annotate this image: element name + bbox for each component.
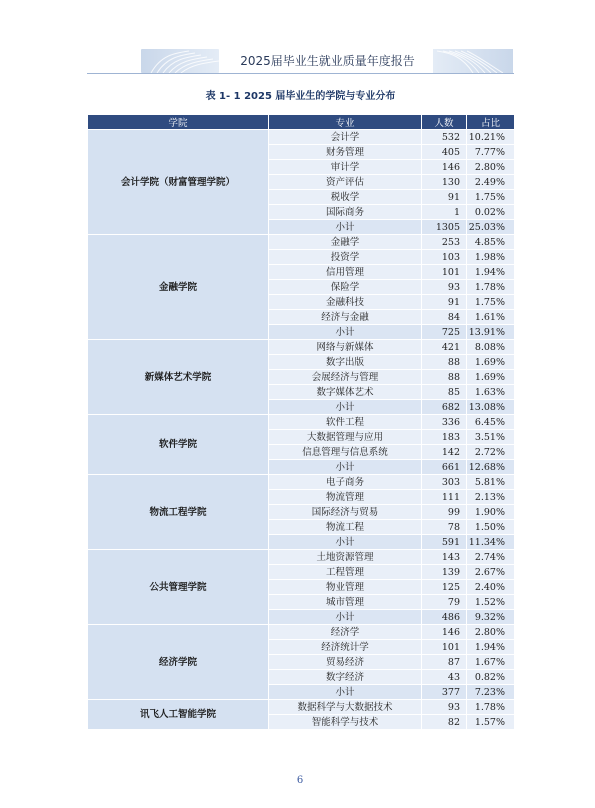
count-cell: 661 <box>422 460 467 475</box>
count-cell: 78 <box>422 520 467 535</box>
major-name-cell: 贸易经济 <box>269 655 422 670</box>
major-name-cell: 经济学 <box>269 625 422 640</box>
percentage-cell: 2.67% <box>467 565 515 580</box>
count-cell: 91 <box>422 190 467 205</box>
table-row <box>88 340 515 355</box>
percentage-cell: 7.23% <box>467 685 515 700</box>
count-cell: 99 <box>422 505 467 520</box>
percentage-cell: 1.69% <box>467 355 515 370</box>
count-cell: 303 <box>422 475 467 490</box>
percentage-cell: 1.75% <box>467 295 515 310</box>
percentage-cell: 7.77% <box>467 145 515 160</box>
major-name-cell: 智能科学与技术 <box>269 715 422 730</box>
count-cell: 111 <box>422 490 467 505</box>
college-name-cell: 讯飞人工智能学院 <box>88 700 269 730</box>
count-cell: 79 <box>422 595 467 610</box>
college-name-cell: 金融学院 <box>88 235 269 340</box>
table-row <box>88 550 515 565</box>
count-cell: 130 <box>422 175 467 190</box>
major-name-cell: 经济统计学 <box>269 640 422 655</box>
count-cell: 87 <box>422 655 467 670</box>
count-cell: 253 <box>422 235 467 250</box>
major-name-cell: 资产评估 <box>269 175 422 190</box>
college-name-cell: 新媒体艺术学院 <box>88 340 269 415</box>
college-name-cell: 软件学院 <box>88 415 269 475</box>
table-row <box>88 130 515 145</box>
major-name-cell: 金融学 <box>269 235 422 250</box>
table-row <box>88 475 515 490</box>
percentage-cell: 1.98% <box>467 250 515 265</box>
count-cell: 142 <box>422 445 467 460</box>
count-cell: 93 <box>422 280 467 295</box>
count-cell: 1305 <box>422 220 467 235</box>
major-name-cell: 物流管理 <box>269 490 422 505</box>
percentage-cell: 2.72% <box>467 445 515 460</box>
column-header-college: 学院 <box>88 115 269 130</box>
count-cell: 84 <box>422 310 467 325</box>
subtotal-label-cell: 小计 <box>269 610 422 625</box>
percentage-cell: 1.67% <box>467 655 515 670</box>
percentage-cell: 25.03% <box>467 220 515 235</box>
percentage-cell: 9.32% <box>467 610 515 625</box>
major-name-cell: 数据科学与大数据技术 <box>269 700 422 715</box>
major-name-cell: 审计学 <box>269 160 422 175</box>
major-name-cell: 数字经济 <box>269 670 422 685</box>
count-cell: 101 <box>422 640 467 655</box>
table-body <box>88 130 515 730</box>
count-cell: 377 <box>422 685 467 700</box>
college-name-cell: 会计学院（财富管理学院） <box>88 130 269 235</box>
count-cell: 405 <box>422 145 467 160</box>
count-cell: 101 <box>422 265 467 280</box>
percentage-cell: 13.08% <box>467 400 515 415</box>
percentage-cell: 10.21% <box>467 130 515 145</box>
percentage-cell: 3.51% <box>467 430 515 445</box>
percentage-cell: 1.78% <box>467 280 515 295</box>
major-name-cell: 网络与新媒体 <box>269 340 422 355</box>
college-name-cell: 经济学院 <box>88 625 269 700</box>
table-row <box>88 700 515 715</box>
college-name-cell: 公共管理学院 <box>88 550 269 625</box>
count-cell: 421 <box>422 340 467 355</box>
count-cell: 146 <box>422 160 467 175</box>
count-cell: 486 <box>422 610 467 625</box>
major-name-cell: 工程管理 <box>269 565 422 580</box>
major-name-cell: 保险学 <box>269 280 422 295</box>
header-decoration-right <box>433 49 513 73</box>
column-header-percentage: 占比 <box>467 115 515 130</box>
percentage-cell: 2.80% <box>467 625 515 640</box>
major-name-cell: 物流工程 <box>269 520 422 535</box>
table-caption: 表 1- 1 2025 届毕业生的学院与专业分布 <box>205 91 396 102</box>
percentage-cell: 1.50% <box>467 520 515 535</box>
percentage-cell: 2.49% <box>467 175 515 190</box>
wave-pattern-icon <box>433 49 513 73</box>
percentage-cell: 1.75% <box>467 190 515 205</box>
subtotal-label-cell: 小计 <box>269 685 422 700</box>
percentage-cell: 1.78% <box>467 700 515 715</box>
percentage-cell: 1.94% <box>467 265 515 280</box>
major-name-cell: 土地资源管理 <box>269 550 422 565</box>
major-name-cell: 电子商务 <box>269 475 422 490</box>
college-name-cell: 物流工程学院 <box>88 475 269 550</box>
subtotal-label-cell: 小计 <box>269 220 422 235</box>
header-divider <box>87 73 514 74</box>
major-name-cell: 数字媒体艺术 <box>269 385 422 400</box>
count-cell: 85 <box>422 385 467 400</box>
percentage-cell: 1.69% <box>467 370 515 385</box>
table-row <box>88 235 515 250</box>
page-number: 6 <box>296 775 304 786</box>
major-name-cell: 城市管理 <box>269 595 422 610</box>
major-name-cell: 大数据管理与应用 <box>269 430 422 445</box>
wave-pattern-icon <box>141 49 219 73</box>
subtotal-label-cell: 小计 <box>269 400 422 415</box>
percentage-cell: 6.45% <box>467 415 515 430</box>
subtotal-label-cell: 小计 <box>269 535 422 550</box>
percentage-cell: 8.08% <box>467 340 515 355</box>
percentage-cell: 13.91% <box>467 325 515 340</box>
report-header-title: 2025届毕业生就业质量年度报告 <box>240 54 415 68</box>
count-cell: 336 <box>422 415 467 430</box>
count-cell: 82 <box>422 715 467 730</box>
percentage-cell: 5.81% <box>467 475 515 490</box>
major-name-cell: 金融科技 <box>269 295 422 310</box>
count-cell: 591 <box>422 535 467 550</box>
percentage-cell: 1.94% <box>467 640 515 655</box>
major-name-cell: 物业管理 <box>269 580 422 595</box>
count-cell: 725 <box>422 325 467 340</box>
column-header-major: 专业 <box>269 115 422 130</box>
percentage-cell: 2.80% <box>467 160 515 175</box>
count-cell: 682 <box>422 400 467 415</box>
percentage-cell: 1.61% <box>467 310 515 325</box>
count-cell: 183 <box>422 430 467 445</box>
count-cell: 88 <box>422 355 467 370</box>
count-cell: 532 <box>422 130 467 145</box>
major-name-cell: 税收学 <box>269 190 422 205</box>
percentage-cell: 12.68% <box>467 460 515 475</box>
percentage-cell: 0.02% <box>467 205 515 220</box>
header-decoration-left <box>141 49 219 73</box>
count-cell: 93 <box>422 700 467 715</box>
count-cell: 1 <box>422 205 467 220</box>
percentage-cell: 11.34% <box>467 535 515 550</box>
major-name-cell: 财务管理 <box>269 145 422 160</box>
table-row <box>88 415 515 430</box>
count-cell: 103 <box>422 250 467 265</box>
percentage-cell: 2.74% <box>467 550 515 565</box>
major-name-cell: 数字出版 <box>269 355 422 370</box>
count-cell: 125 <box>422 580 467 595</box>
column-header-count: 人数 <box>422 115 467 130</box>
major-name-cell: 信用管理 <box>269 265 422 280</box>
percentage-cell: 1.57% <box>467 715 515 730</box>
count-cell: 146 <box>422 625 467 640</box>
percentage-cell: 1.90% <box>467 505 515 520</box>
percentage-cell: 2.13% <box>467 490 515 505</box>
subtotal-label-cell: 小计 <box>269 325 422 340</box>
major-name-cell: 国际商务 <box>269 205 422 220</box>
count-cell: 139 <box>422 565 467 580</box>
count-cell: 143 <box>422 550 467 565</box>
table-header-row <box>88 115 515 130</box>
percentage-cell: 4.85% <box>467 235 515 250</box>
count-cell: 91 <box>422 295 467 310</box>
table-row <box>88 625 515 640</box>
subtotal-label-cell: 小计 <box>269 460 422 475</box>
college-major-distribution-table <box>87 114 515 730</box>
percentage-cell: 1.52% <box>467 595 515 610</box>
major-name-cell: 会计学 <box>269 130 422 145</box>
major-name-cell: 投资学 <box>269 250 422 265</box>
count-cell: 88 <box>422 370 467 385</box>
percentage-cell: 0.82% <box>467 670 515 685</box>
major-name-cell: 信息管理与信息系统 <box>269 445 422 460</box>
major-name-cell: 经济与金融 <box>269 310 422 325</box>
percentage-cell: 2.40% <box>467 580 515 595</box>
major-name-cell: 会展经济与管理 <box>269 370 422 385</box>
major-name-cell: 软件工程 <box>269 415 422 430</box>
percentage-cell: 1.63% <box>467 385 515 400</box>
major-name-cell: 国际经济与贸易 <box>269 505 422 520</box>
count-cell: 43 <box>422 670 467 685</box>
